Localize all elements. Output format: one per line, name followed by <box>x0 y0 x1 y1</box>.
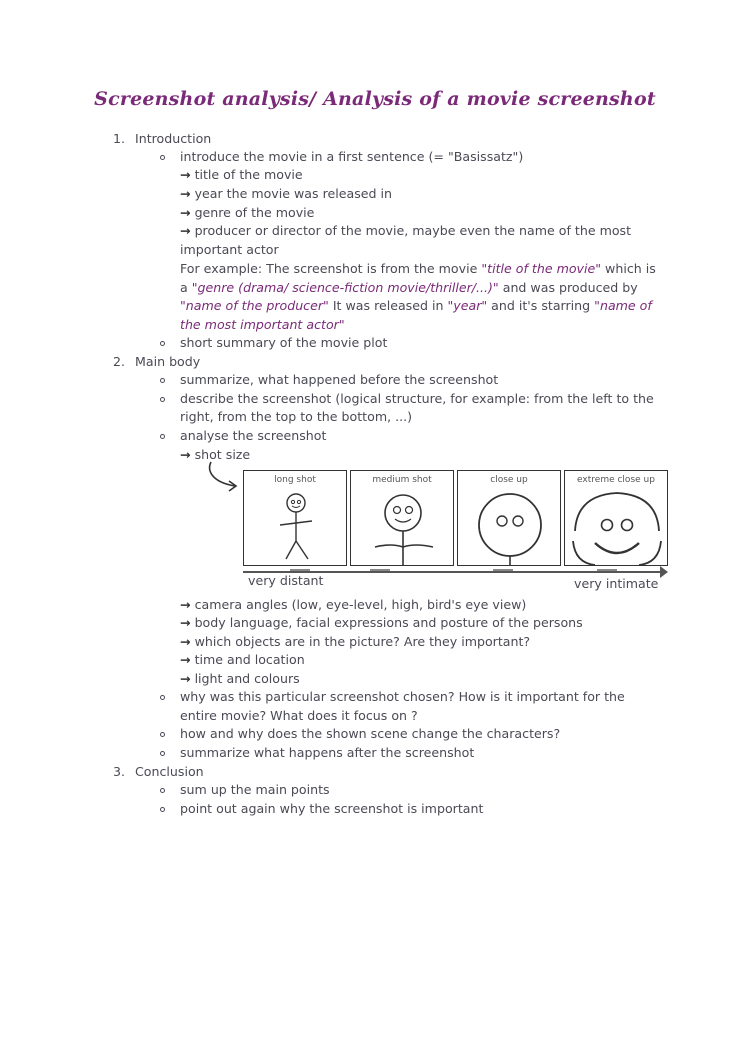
panel-medium-shot <box>350 470 454 566</box>
section-number-conclusion: 3. <box>113 764 126 779</box>
section-heading-conclusion: Conclusion <box>135 764 204 779</box>
section-heading-main: Main body <box>135 354 201 369</box>
right-arrow-icon: → <box>180 167 191 182</box>
circle-bullet-icon <box>160 341 165 346</box>
scale-tick <box>597 569 617 571</box>
intro-arrow-item <box>180 185 392 203</box>
panel-close-up <box>457 470 561 566</box>
circle-bullet-icon <box>160 397 165 402</box>
stick-figure-half-icon <box>351 471 455 567</box>
intro-arrow-item <box>180 166 303 184</box>
conclusion-bullet-sum: sum up the main points <box>180 782 330 797</box>
curved-arrow-icon <box>205 460 245 494</box>
circle-bullet-icon <box>160 155 165 160</box>
analyse-arrow-item <box>180 670 300 688</box>
section-number-intro: 1. <box>113 131 126 146</box>
main-bullet-why-cont: entire movie? What does it focus on ? <box>180 708 418 723</box>
intro-arrow-item <box>180 222 631 240</box>
example-line <box>180 297 652 315</box>
example-placeholder: "name of <box>594 298 652 313</box>
analyse-arrow-item <box>180 614 583 632</box>
scale-arrow-head-icon <box>660 566 668 578</box>
intro-arrow-text: title of the movie <box>194 167 303 182</box>
analyse-arrow-item <box>180 633 530 651</box>
right-arrow-icon: → <box>180 671 191 686</box>
example-text: For example: The screenshot is from the movie <box>180 261 482 276</box>
example-text: It was released in <box>328 298 448 313</box>
main-bullet-before: summarize, what happened before the screenshot <box>180 372 499 387</box>
right-arrow-icon: → <box>180 597 191 612</box>
scale-tick <box>493 569 513 571</box>
circle-bullet-icon <box>160 732 165 737</box>
example-text: and it's starring <box>487 298 595 313</box>
analyse-arrow-text: light and colours <box>194 671 300 686</box>
right-arrow-icon: → <box>180 615 191 630</box>
intro-bullet-first-sentence: introduce the movie in a first sentence (= "Basissatz") <box>180 149 524 164</box>
main-bullet-describe-cont: right, from the top to the bottom, ...) <box>180 409 413 424</box>
panel-extreme-close-up <box>564 470 668 566</box>
panel-label: extreme close up <box>577 475 655 485</box>
intro-arrow-text: genre of the movie <box>194 205 315 220</box>
section-heading-intro: Introduction <box>135 131 212 146</box>
scale-tick <box>370 569 390 571</box>
intro-arrow-item <box>180 204 314 222</box>
intro-bullet-summary: short summary of the movie plot <box>180 335 388 350</box>
main-bullet-change: how and why does the shown scene change the characters? <box>180 726 561 741</box>
scale-label-intimate: very intimate <box>574 576 659 591</box>
scale-label-distant: very distant <box>248 573 324 588</box>
example-text: and was produced by <box>498 280 638 295</box>
panel-label: close up <box>490 475 528 485</box>
circle-bullet-icon <box>160 788 165 793</box>
right-arrow-icon: → <box>180 447 191 462</box>
section-number-main: 2. <box>113 354 126 369</box>
main-bullet-why: why was this particular screenshot chosen? How is it important for the <box>180 689 625 704</box>
example-text: which is <box>601 261 656 276</box>
intro-arrow-continuation: important actor <box>180 242 279 257</box>
intro-arrow-text: producer or director of the movie, maybe even the name of the most <box>194 223 632 238</box>
page-title: Screenshot analysis/ Analysis of a movie screenshot <box>94 88 656 110</box>
main-bullet-analyse: analyse the screenshot <box>180 428 327 443</box>
right-arrow-icon: → <box>180 205 191 220</box>
analyse-arrow-item <box>180 596 526 614</box>
example-line <box>180 260 656 278</box>
example-text: a <box>180 280 192 295</box>
shot-size-label: shot size <box>194 447 251 462</box>
right-arrow-icon: → <box>180 652 191 667</box>
right-arrow-icon: → <box>180 186 191 201</box>
circle-bullet-icon <box>160 434 165 439</box>
analyse-arrow-item <box>180 651 305 669</box>
conclusion-bullet-important: point out again why the screenshot is important <box>180 801 484 816</box>
example-line <box>180 279 638 297</box>
scale-tick <box>290 569 310 571</box>
panel-label: long shot <box>274 475 316 485</box>
face-close-icon <box>458 471 562 567</box>
right-arrow-icon: → <box>180 223 191 238</box>
main-bullet-after: summarize what happens after the screenshot <box>180 745 475 760</box>
example-placeholder: "name of the producer" <box>180 298 329 313</box>
panel-long-shot <box>243 470 347 566</box>
intro-arrow-text: year the movie was released in <box>194 186 392 201</box>
face-extreme-close-icon <box>565 471 669 567</box>
circle-bullet-icon <box>160 807 165 812</box>
panel-label: medium shot <box>372 475 432 485</box>
example-placeholder: the most important actor" <box>180 317 345 332</box>
circle-bullet-icon <box>160 695 165 700</box>
circle-bullet-icon <box>160 378 165 383</box>
right-arrow-icon: → <box>180 634 191 649</box>
analyse-arrow-text: time and location <box>194 652 305 667</box>
main-bullet-describe: describe the screenshot (logical structure, for example: from the left to the <box>180 391 654 406</box>
analyse-arrow-text: which objects are in the picture? Are they important? <box>194 634 531 649</box>
example-placeholder: "title of the movie" <box>481 261 602 276</box>
circle-bullet-icon <box>160 751 165 756</box>
stick-figure-full-icon <box>244 471 348 567</box>
analyse-arrow-text: camera angles (low, eye-level, high, bird's eye view) <box>194 597 527 612</box>
example-placeholder: "year" <box>447 298 488 313</box>
analyse-arrow-text: body language, facial expressions and posture of the persons <box>194 615 583 630</box>
example-placeholder: "genre (drama/ science-fiction movie/thriller/...)" <box>191 280 499 295</box>
